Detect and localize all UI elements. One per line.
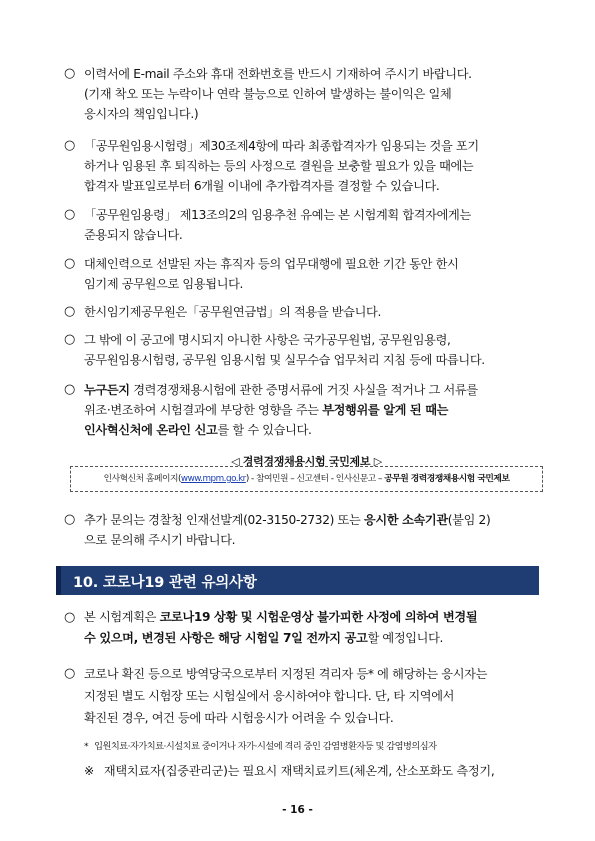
covid-item-quarantine bbox=[64, 663, 544, 729]
covid-item-schedule-change bbox=[64, 607, 544, 649]
bullet-icon: ○ bbox=[64, 332, 75, 347]
notice-item-deferral bbox=[64, 205, 544, 245]
bold-text: 인사혁신처에 온라인 신고 bbox=[84, 423, 218, 437]
item-line: 임기제 공무원으로 임용됩니다. bbox=[84, 277, 244, 291]
page-number: - 16 - bbox=[282, 804, 313, 816]
notice-item-additional-pass bbox=[64, 136, 544, 196]
item-line: 대체인력으로 선발된 자는 휴직자 등의 업무대행에 필요한 기간 동안 한시 bbox=[84, 257, 459, 271]
notice-item-pension bbox=[64, 302, 544, 322]
notice-item-report bbox=[64, 380, 544, 440]
bullet-icon: ○ bbox=[64, 666, 75, 681]
item-line: 준용되지 않습니다. bbox=[84, 228, 183, 242]
reference-text: 재택치료자(집중관리군)는 필요시 재택치료키트(체온계, 산소포화도 측정기, bbox=[103, 764, 495, 778]
text: 할 예정입니다. bbox=[367, 631, 444, 645]
bold-text: 부정행위를 알게 된 때는 bbox=[322, 403, 449, 417]
item-line: 이력서에 E-mail 주소와 휴대 전화번호를 반드시 기재하여 주시기 바랍니다. bbox=[84, 67, 472, 81]
text: 경력경쟁채용시험에 관한 증명서류에 거짓 사실을 적거나 그 서류를 bbox=[129, 383, 478, 397]
text: 위조·변조하여 시험결과에 부당한 영향을 주는 bbox=[84, 403, 323, 417]
footnote bbox=[84, 738, 544, 752]
bold-text: 응시한 소속기관 bbox=[363, 513, 448, 527]
bold-text: 코로나19 상황 및 시험운영상 불가피한 사정에 의하여 변경될 bbox=[159, 610, 478, 624]
bullet-icon: ○ bbox=[64, 304, 75, 319]
bullet-icon: ○ bbox=[64, 382, 75, 397]
item-line: 코로나 확진 등으로 방역당국으로부터 지정된 격리자 등* 에 해당하는 응시자는 bbox=[84, 667, 487, 681]
item-line: 공무원임용시험령, 공무원 임용시험 및 실무수습 업무처리 지침 등에 따릅니다. bbox=[84, 353, 485, 367]
bullet-icon: ○ bbox=[64, 66, 75, 81]
item-line: 한시임기제공무원은「공무원연금법」의 적용을 받습니다. bbox=[84, 305, 381, 319]
item-line: (기재 착오 또는 누락이나 연락 불능으로 인하여 발생하는 불이익은 일체 bbox=[84, 87, 452, 101]
item-line bbox=[84, 607, 544, 628]
report-notice-box bbox=[70, 466, 543, 492]
bullet-icon: ○ bbox=[64, 207, 75, 222]
notice-text: ) - 참여민원 – 신고센터 - 인사신문고 – bbox=[245, 474, 385, 484]
text: 추가 문의는 경찰청 인재선발계(02-3150-2732) 또는 bbox=[84, 513, 364, 527]
notice-item-other bbox=[64, 330, 544, 370]
item-line: 으로 문의해 주시기 바랍니다. bbox=[84, 533, 236, 547]
section-header bbox=[56, 566, 539, 595]
bold-text: 수 있으며, 변경된 사항은 해당 시험일 7일 전까지 공고 bbox=[84, 631, 368, 645]
bullet-icon: ○ bbox=[64, 512, 75, 527]
notice-bold-text: 공무원 경력경쟁채용시험 국민제보 bbox=[384, 474, 510, 484]
item-line bbox=[84, 400, 544, 420]
notice-item-contact bbox=[64, 510, 544, 550]
text: 본 시험계획은 bbox=[84, 610, 160, 624]
section-title: 10. 코로나19 관련 유의사항 bbox=[73, 575, 257, 591]
item-line bbox=[84, 380, 544, 400]
item-line: 지정된 별도 시험장 또는 시험실에서 응시하여야 합니다. 단, 타 지역에서 bbox=[84, 689, 455, 703]
item-line bbox=[84, 510, 544, 530]
item-line: 「공무원임용시험령」제30조제4항에 따라 최종합격자가 임용되는 것을 포기 bbox=[84, 139, 479, 153]
bold-text: 누구든지 bbox=[84, 383, 130, 397]
footnote-marker: * bbox=[84, 741, 89, 752]
item-line bbox=[84, 628, 544, 649]
report-notice-heading: ◁ 경력경쟁채용시험 국민제보 ▷ bbox=[231, 455, 382, 468]
item-line: 「공무원임용령」 제13조의2의 임용추천 유예는 본 시험계획 합격자에게는 bbox=[84, 208, 471, 222]
mpm-website-link[interactable]: www.mpm.go.kr bbox=[180, 474, 246, 484]
text: 를 할 수 있습니다. bbox=[217, 423, 312, 437]
text: (붙임 2) bbox=[447, 513, 491, 527]
reference-mark: ※ bbox=[84, 764, 94, 778]
footnote-text: 입원치료·자가치료·시설치료 중이거나 자가·시설에 격리 중인 감염병환자등 및 감염병의심자 bbox=[94, 741, 437, 752]
item-line: 그 밖에 이 공고에 명시되지 아니한 사항은 국가공무원법, 공무원임용령, bbox=[84, 333, 451, 347]
notice-item-substitute bbox=[64, 254, 544, 294]
item-line bbox=[84, 420, 544, 440]
item-line: 응시자의 책임입니다.) bbox=[84, 107, 199, 121]
bullet-icon: ○ bbox=[64, 610, 75, 625]
item-line: 하거나 임용된 후 퇴직하는 등의 사정으로 결원을 보충할 필요가 있을 때에는 bbox=[84, 159, 474, 173]
bullet-icon: ○ bbox=[64, 256, 75, 271]
item-line: 확진된 경우, 여건 등에 따라 시험응시가 어려울 수 있습니다. bbox=[84, 711, 394, 725]
bullet-icon: ○ bbox=[64, 138, 75, 153]
item-line: 합격자 발표일로부터 6개월 이내에 추가합격자를 결정할 수 있습니다. bbox=[84, 179, 440, 193]
reference-note bbox=[84, 762, 544, 779]
notice-text: 인사혁신처 홈페이지( bbox=[103, 474, 181, 484]
notice-item-email bbox=[64, 64, 544, 124]
